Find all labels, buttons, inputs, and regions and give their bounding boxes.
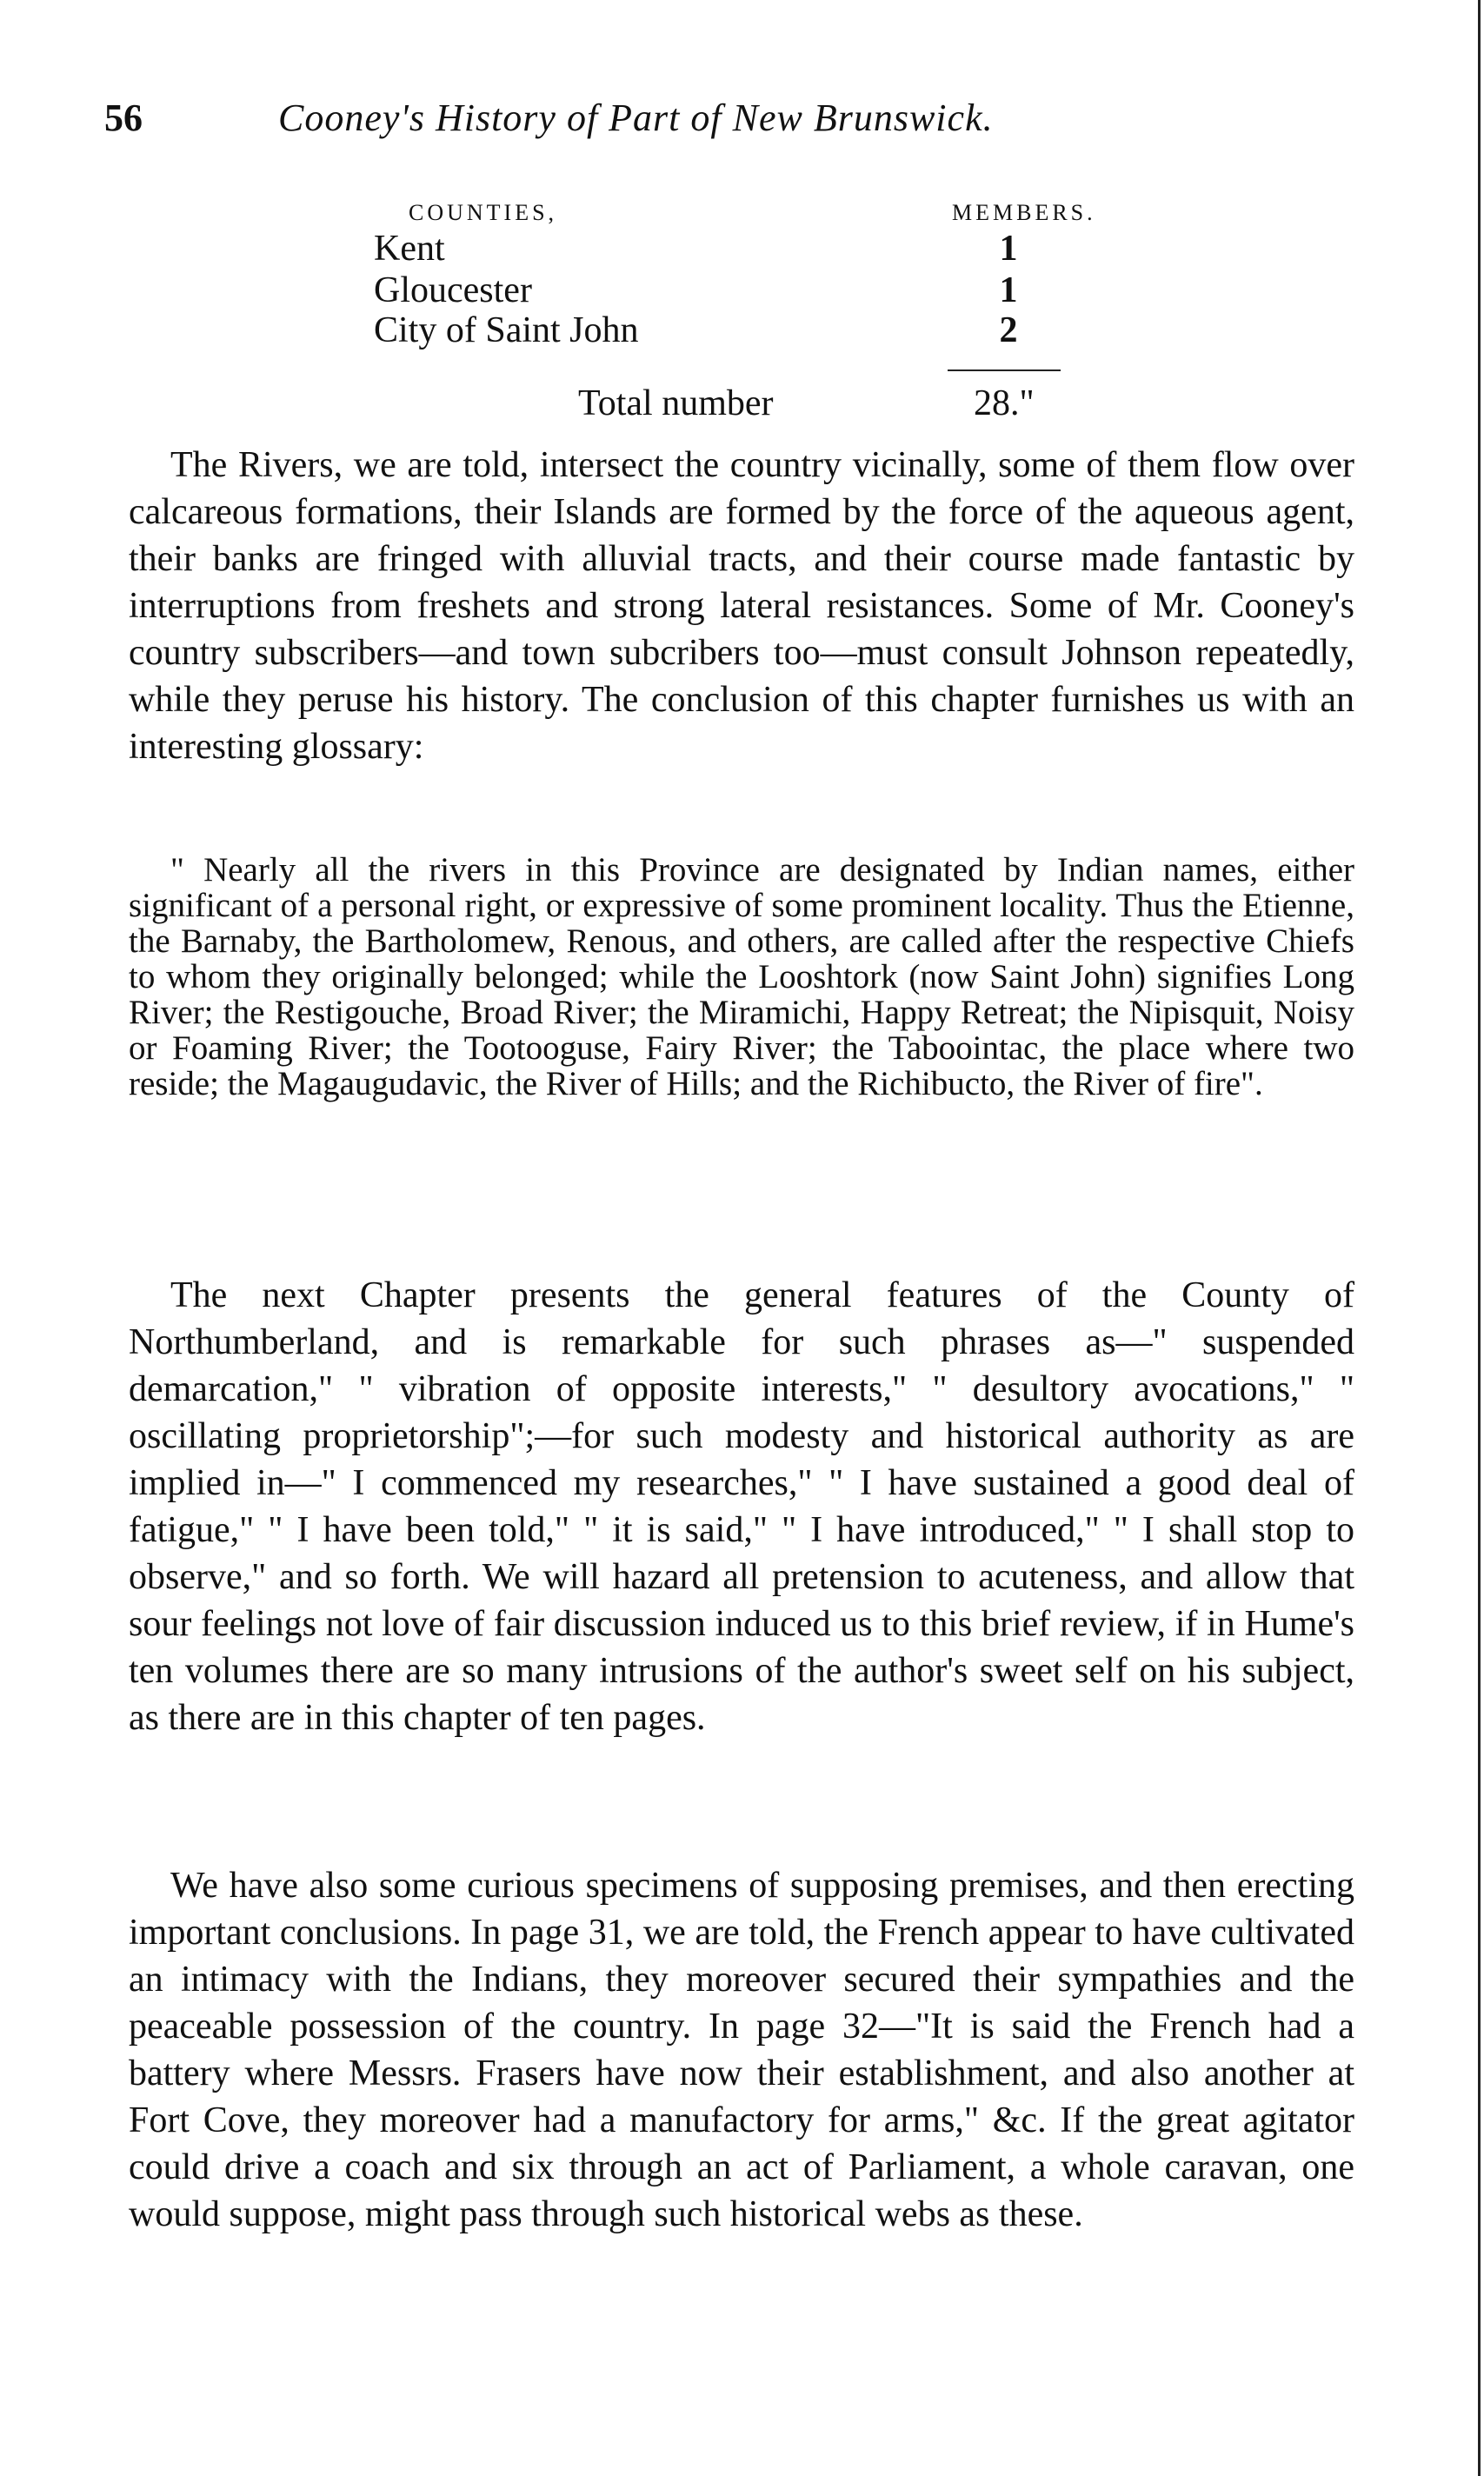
county-name: City of Saint John: [374, 310, 639, 350]
member-count: 1: [999, 229, 1018, 269]
table-row: [374, 310, 1069, 351]
member-count: 2: [999, 310, 1018, 350]
running-title: Cooney's History of Part of New Brunswick.: [278, 97, 994, 139]
page-edge-divider: [1478, 0, 1481, 2476]
table-row: [374, 270, 1069, 311]
page-number: 56: [104, 97, 143, 139]
table-row: [374, 228, 1069, 270]
quoted-glossary: " Nearly all the rivers in this Province are designated by Indian names, either significant of a personal right, or expressive of some prominent locality. Thus the Etienne, the Barnaby, the Bartholomew, Renous, and others, are called after the respective Chiefs to whom they originally belonged; while the Looshtork (now Saint John) signifies Long River; the Restigouche, Broad River; the Miramichi, Happy Retreat; the Nipisquit, Noisy or Foaming River; the Tootooguse, Fairy River; the Taboointac, the place where two reside; the Magaugudavic, the River of Hills; and the Richibucto, the River of fire".: [129, 851, 1354, 1102]
total-value: 28.": [974, 383, 1035, 423]
paragraph-rivers: The Rivers, we are told, intersect the country vicinally, some of them flow over calcareous formations, their Islands are formed by the force of the aqueous agent, their banks are fringed with alluvial tracts, and their course made fantastic by interruptions from freshets and strong lateral resistances. Some of Mr. Cooney's country subscribers—and town subcribers too—must consult Johnson repeatedly, while they peruse his history. The conclusion of this chapter furnishes us with an interesting glossary:: [129, 445, 1354, 767]
total-rule: [948, 369, 1061, 371]
paragraph-next-chapter: The next Chapter presents the general features of the County of Northumberland, and is remarkable for such phrases as—" suspended demarcation," " vibration of opposite interests," " desultory avocations," " oscillating proprietorship";—for such modesty and historical authority as are implied in—" I commenced my researches," " I have sustained a good deal of fatigue," " I have been told," " it is said," " I have introduced," " I shall stop to observe," and so forth. We will hazard all pretension to acuteness, and allow that sour feelings not love of fair discussion induced us to this brief review, if in Hume's ten volumes there are so many intrusions of the author's sweet self on his subject, as there are in this chapter of ten pages.: [129, 1275, 1354, 1738]
county-name: Gloucester: [374, 270, 532, 310]
members-column-header: MEMBERS.: [952, 200, 1096, 225]
total-label: Total number: [578, 383, 774, 423]
member-count: 1: [999, 270, 1018, 310]
counties-column-header: COUNTIES,: [409, 200, 558, 225]
paragraph-supposing: We have also some curious specimens of supposing premises, and then erecting important conclusions. In page 31, we are told, the French appear to have cultivated an intimacy with the Indians, they moreover secured their sympathies and the peaceable possession of the country. In page 32—"It is said the French had a battery where Messrs. Frasers have now their establishment, and also another at Fort Cove, they moreover had a manufactory for arms," &c. If the great agitator could drive a coach and six through an act of Parliament, a whole caravan, one would suppose, might pass through such historical webs as these.: [129, 1866, 1354, 2234]
county-name: Kent: [374, 229, 445, 269]
